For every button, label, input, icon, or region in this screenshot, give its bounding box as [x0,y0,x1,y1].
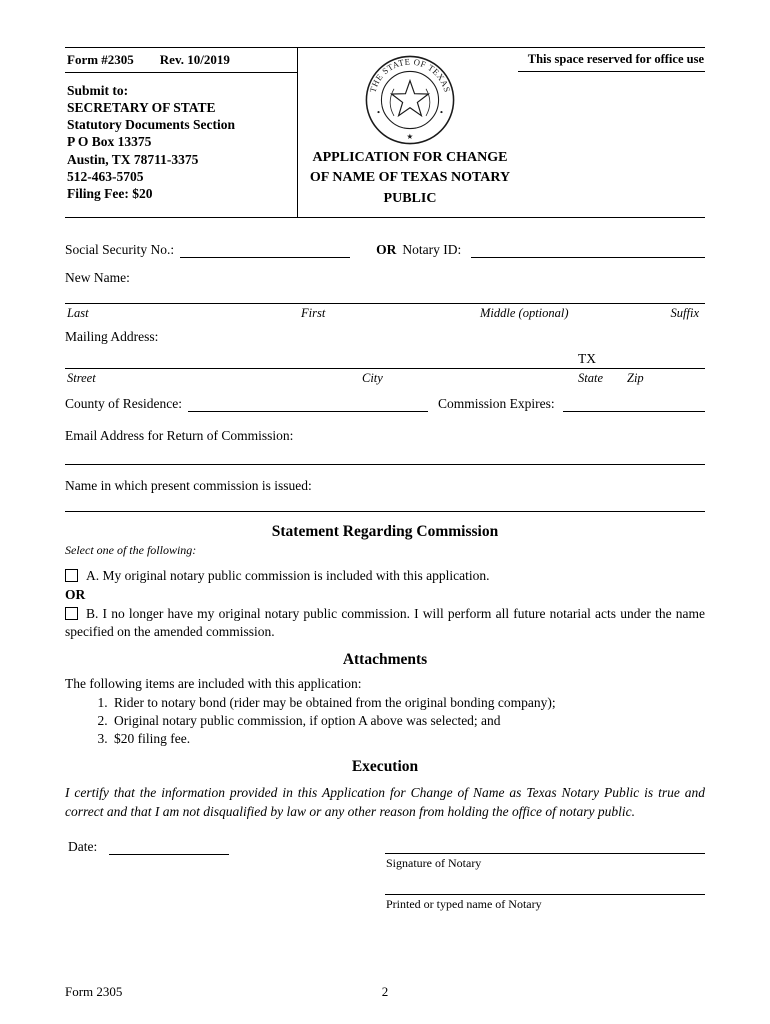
ssn-input-line[interactable] [180,240,350,258]
notary-id-input-line[interactable] [471,240,705,258]
date-label: Date: [68,839,98,855]
seal-bottom-star: ★ [406,132,414,142]
submit-line-pobox: P O Box 13375 [67,134,152,150]
submit-to-block [65,48,298,217]
commission-expires-input-line[interactable] [563,394,705,412]
name-sublabel-middle: Middle (optional) [480,306,569,320]
address-sublabel-city: City [362,371,383,385]
seal-arc-text: THE STATE OF TEXAS [367,56,453,94]
present-name-label: Name in which present commission is issued: [65,478,312,493]
form-number-row [65,48,297,73]
name-sublabel-first: First [301,306,326,320]
new-name-label: New Name: [65,270,130,285]
submit-line-city: Austin, TX 78711-3375 [67,151,199,167]
footer-form-number: Form 2305 [65,984,123,999]
revision-date: Rev. 10/2019 [159,52,230,67]
form-header [65,47,705,218]
submit-line-section: Statutory Documents Section [67,117,235,133]
submit-to-text [65,73,297,202]
signature-block [385,837,705,914]
office-use-note: This space reserved for office use [518,48,705,72]
page-title [299,148,521,209]
option-a-label: A. My original notary public commission is included with this application. [86,568,490,583]
address-sublabel-zip: Zip [627,371,644,385]
statement-or-label: OR [65,586,86,602]
page-title-line-3: PUBLIC [383,190,437,206]
seal-and-title [299,48,521,209]
ssn-row [65,240,705,258]
execution-heading: Execution [351,758,419,776]
statement-option-b [65,605,705,641]
name-sublabel-suffix: Suffix [670,306,699,320]
texas-state-seal-icon [364,54,456,146]
statement-heading: Statement Regarding Commission [271,523,499,540]
state-value: TX [578,351,596,366]
option-b-checkbox[interactable] [65,607,78,620]
submit-to-label: Submit to: [67,83,129,98]
date-row [65,837,385,855]
mailing-address-label: Mailing Address: [65,329,159,344]
submit-line-phone: 512-463-5705 [67,168,144,184]
submit-line-secretary: SECRETARY OF STATE [67,100,216,116]
date-input-line[interactable] [109,837,229,855]
new-name-input-line[interactable] [65,292,705,304]
statement-option-a [65,567,705,585]
attachments-intro: The following items are included with this application: [65,676,362,692]
name-sublabel-last: Last [67,306,89,320]
address-sublabel-state: State [578,371,603,385]
option-a-checkbox[interactable] [65,569,78,582]
form-number: Form #2305 [67,52,134,67]
address-sublabels [65,369,705,386]
email-input-line[interactable] [65,453,705,465]
seal-dot-right [440,111,442,113]
statement-instruction: Select one of the following: [65,543,197,557]
email-label: Email Address for Return of Commission: [65,428,294,443]
signature-input-line[interactable] [385,837,705,854]
signature-label: Signature of Notary [386,856,482,871]
page-footer [65,984,705,1000]
county-label: County of Residence: [65,396,182,411]
county-input-line[interactable] [188,394,428,412]
footer-page-number: 2 [381,984,389,999]
seal-star-icon [392,81,429,116]
page-title-line-1: APPLICATION FOR CHANGE [312,150,508,165]
county-row [65,394,705,412]
printed-name-input-line[interactable] [385,878,705,895]
svg-text:THE STATE OF TEXAS [368,57,453,94]
page-title-line-2: OF NAME OF TEXAS NOTARY [309,170,511,186]
attachments-list [65,695,705,747]
commission-expires-label: Commission Expires: [437,396,555,411]
or-separator: OR [376,242,397,257]
attachment-item-1: 1. Rider to notary bond (rider may be obtained from the original bonding company); [111,695,705,711]
header-title-area [298,48,705,217]
option-b-label: B. I no longer have my original notary public commission. I will perform all future notarial acts under the name specified on the amended commission. [65,605,705,639]
attachment-item-2: 2. Original notary public commission, if option A above was selected; and [111,713,705,729]
seal-branch-left [390,89,394,116]
seal-dot-left [377,111,379,113]
seal-branch-right [426,89,430,116]
ssn-label: Social Security No.: [65,242,175,257]
submit-line-fee: Filing Fee: $20 [67,185,153,201]
name-sublabels [65,304,705,321]
certification-text: I certify that the information provided in this Application for Change of Name as Texas Notary Public is true and correct and that I am not disqualified by law or any other reason from holding the office of notary public. [65,785,705,819]
attachments-heading: Attachments [342,651,428,669]
attachment-item-3: 3. $20 filing fee. [111,731,705,747]
notary-id-label: Notary ID: [402,242,462,257]
signature-area [65,837,705,914]
present-name-input-line[interactable] [65,500,705,512]
address-input-line[interactable] [65,345,705,369]
printed-name-label: Printed or typed name of Notary [386,897,542,912]
address-sublabel-street: Street [67,371,96,385]
